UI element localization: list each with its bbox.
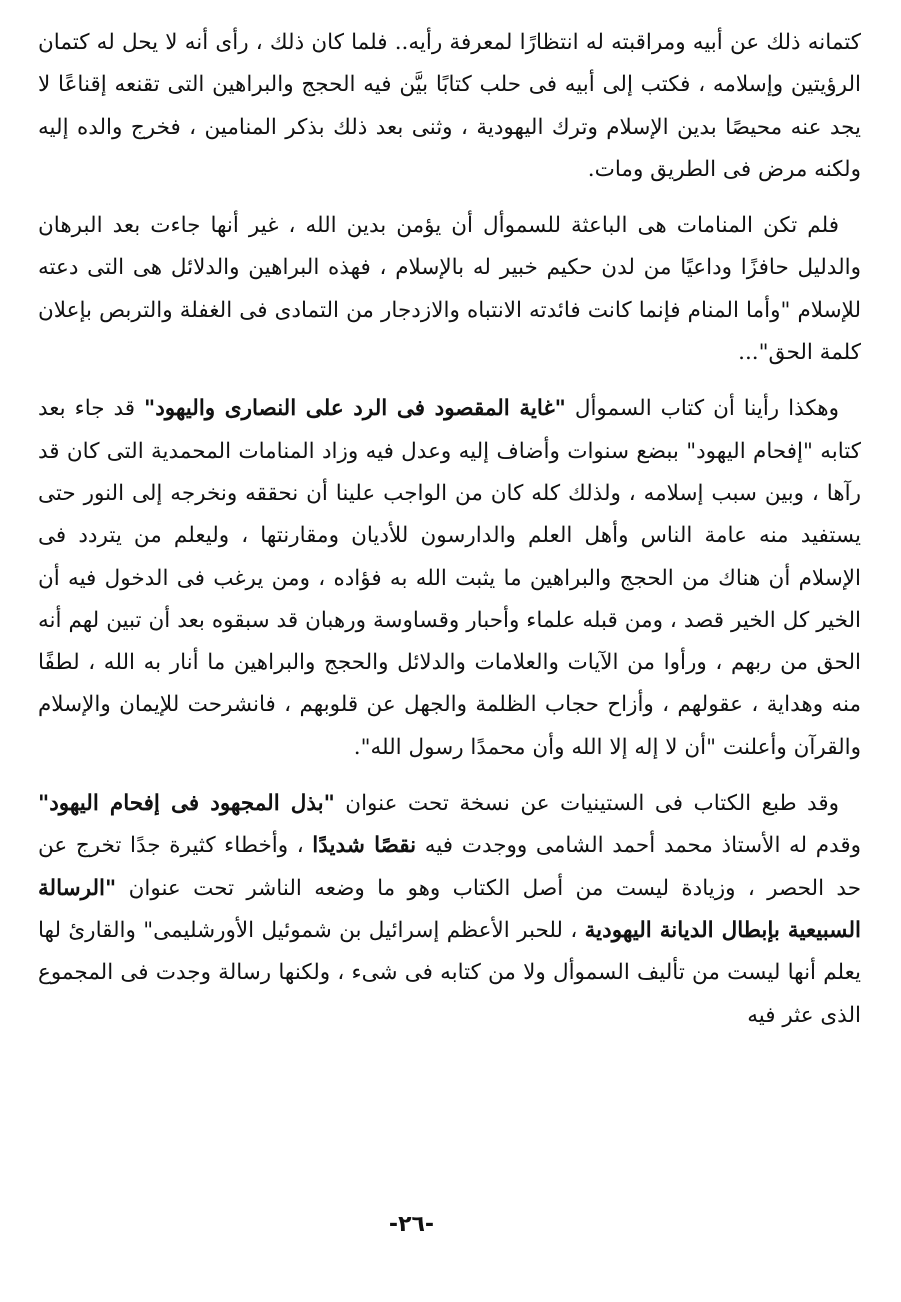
paragraph-4-text-c: ، للحبر الأعظم إسرائيل بن شموئيل الأورشليمى" والقارئ لها يعلم أنها ليست من تأليف السموأل ولا من كتابه فى شىء ، ولكنها رسالة وجدت فى المجموع الذى عثر فيه bbox=[38, 917, 861, 1028]
emphasis-naqs: نقصًا شديدًا bbox=[312, 833, 417, 859]
paragraph-4-text-a: وقدم له الأستاذ محمد أحمد الشامى ووجدت فيه bbox=[416, 833, 861, 859]
risala-title: "الرسالة السبيعية بإبطال الديانة اليهودية bbox=[38, 875, 861, 943]
paragraph-1 bbox=[38, 22, 861, 191]
book-title-badhl: "بذل المجهود فى إفحام اليهود" bbox=[38, 791, 335, 817]
paragraph-4 bbox=[38, 783, 861, 1037]
page-number: -٢٦- bbox=[388, 1212, 435, 1237]
paragraph-1-text: كتمانه ذلك عن أبيه ومراقبته له انتظارًا لمعرفة رأيه.. فلما كان ذلك ، رأى أنه لا يحل له كتمان الرؤيتين وإسلامه ، فكتب إلى أبيه فى حلب كتابًا بيَّن فيه الحجج والبراهين التى تقنعه إقناعًا لا يجد عنه محيصًا بدين الإسلام وترك اليهودية ، وثنى بعد ذلك بذكر المنامين ، فخرج والده إليه ولكنه مرض فى الطريق ومات. bbox=[38, 30, 861, 182]
paragraph-2 bbox=[38, 205, 861, 374]
book-title-ghayat: "غاية المقصود فى الرد على النصارى واليهود" bbox=[144, 396, 566, 422]
body-text bbox=[38, 22, 861, 1051]
paragraph-4-text-b: ، وأخطاء كثيرة جدًا تخرج عن حد الحصر ، وزيادة ليست من أصل الكتاب وهو ما وضعه الناشر تحت عنوان bbox=[38, 833, 861, 901]
paragraph-3 bbox=[38, 388, 861, 769]
paragraph-3-intro: وهكذا رأينا أن كتاب السموأل bbox=[565, 396, 839, 422]
paragraph-3-body: قد جاء بعد كتابه "إفحام اليهود" ببضع سنوات وأضاف إليه وعدل فيه وزاد المنامات المحمدية التى كان قد رآها ، وبين سبب إسلامه ، ولذلك كله كان من الواجب علينا أن نحققه ونخرجه إلى النور حتى يستفيد منه عامة الناس وأهل العلم والدارسون للأديان ومقارنتها ، وليعلم من يتردد فى الإسلام أن هناك من الحجج والبراهين ما يثبت الله به فؤاده ، ومن يرغب فى الدخول فيه أن الخير كل الخير قصد ، ومن قبله علماء وأحبار وقساوسة ورهبان قد سبقوه بعد أن تبين لهم أنه الحق من ربهم ، ورأوا من الآيات والعلامات والدلائل والحجج والبراهين ما أنار به الله ، لطفًا منه وهداية ، عقولهم ، وأزاح حجاب الظلمة والجهل عن قلوبهم ، فانشرحت للإيمان والإسلام والقرآن وأعلنت "أن لا إله إلا الله وأن محمدًا رسول الله". bbox=[38, 396, 861, 760]
paragraph-4-intro: وقد طبع الكتاب فى الستينيات عن نسخة تحت عنوان bbox=[334, 791, 839, 817]
paragraph-2-text: فلم تكن المنامات هى الباعثة للسموأل أن يؤمن بدين الله ، غير أنها جاءت بعد البرهان والدليل حافزًا وداعيًا من لدن حكيم خبير له بالإسلام ، فهذه البراهين والدلائل هى التى دعته للإسلام "وأما المنام فإنما كانت فائدته الانتباه والازدجار من التمادى فى الغفلة والتربص بإعلان كلمة الحق"... bbox=[38, 213, 861, 366]
